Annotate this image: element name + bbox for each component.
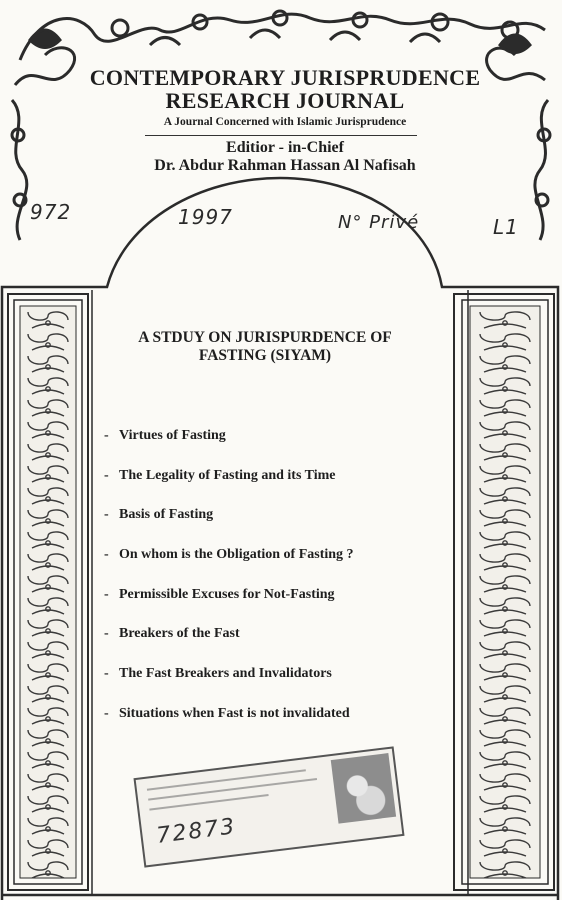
topic-item: - Permissible Excuses for Not-Fasting bbox=[104, 586, 335, 602]
journal-title-line1: CONTEMPORARY JURISPRUDENCE bbox=[89, 65, 481, 90]
study-title-line1: A STDUY ON JURISPURDENCE OF bbox=[138, 329, 392, 346]
topic-label: On whom is the Obligation of Fasting ? bbox=[119, 547, 354, 563]
topic-item: - The Legality of Fasting and its Time bbox=[104, 467, 336, 483]
journal-title-line2: RESEARCH JOURNAL bbox=[165, 88, 405, 113]
handwritten-number: 972 bbox=[30, 200, 72, 224]
topic-item: - On whom is the Obligation of Fasting ? bbox=[104, 547, 354, 563]
handwritten-mark: N° Privé bbox=[338, 212, 420, 233]
left-column-ornament bbox=[8, 294, 88, 890]
handwritten-year: 1997 bbox=[178, 205, 233, 229]
topic-label: Basis of Fasting bbox=[119, 507, 214, 523]
editor-role: Editior - in-Chief bbox=[226, 139, 344, 156]
topic-label: Permissible Excuses for Not-Fasting bbox=[119, 586, 335, 602]
stamp-number: 72873 bbox=[155, 814, 238, 849]
editor-name: Dr. Abdur Rahman Hassan Al Nafisah bbox=[154, 157, 416, 174]
journal-subtitle: A Journal Concerned with Islamic Jurisprudence bbox=[163, 116, 407, 128]
topic-item: - Virtues of Fasting bbox=[104, 428, 226, 443]
topic-item: - Situations when Fast is not invalidated bbox=[104, 705, 350, 721]
header-divider bbox=[145, 135, 417, 136]
topic-label: Situations when Fast is not invalidated bbox=[119, 705, 350, 721]
topic-label: Virtues of Fasting bbox=[119, 428, 226, 443]
journal-title bbox=[40, 66, 530, 112]
topic-item: - Breakers of the Fast bbox=[104, 626, 240, 642]
topics-list bbox=[104, 428, 444, 746]
topic-label: The Fast Breakers and Invalidators bbox=[119, 666, 332, 682]
topic-label: The Legality of Fasting and its Time bbox=[119, 467, 336, 483]
study-title-line2: FASTING (SIYAM) bbox=[198, 347, 332, 364]
topic-item: - The Fast Breakers and Invalidators bbox=[104, 666, 332, 682]
right-column-ornament bbox=[454, 294, 554, 890]
study-title bbox=[105, 329, 425, 365]
topic-item: - Basis of Fasting bbox=[104, 507, 214, 523]
topic-label: Breakers of the Fast bbox=[119, 626, 240, 642]
stamp-text-line bbox=[148, 778, 317, 801]
handwritten-code: L1 bbox=[493, 215, 519, 239]
stamp-emblem bbox=[331, 753, 396, 824]
